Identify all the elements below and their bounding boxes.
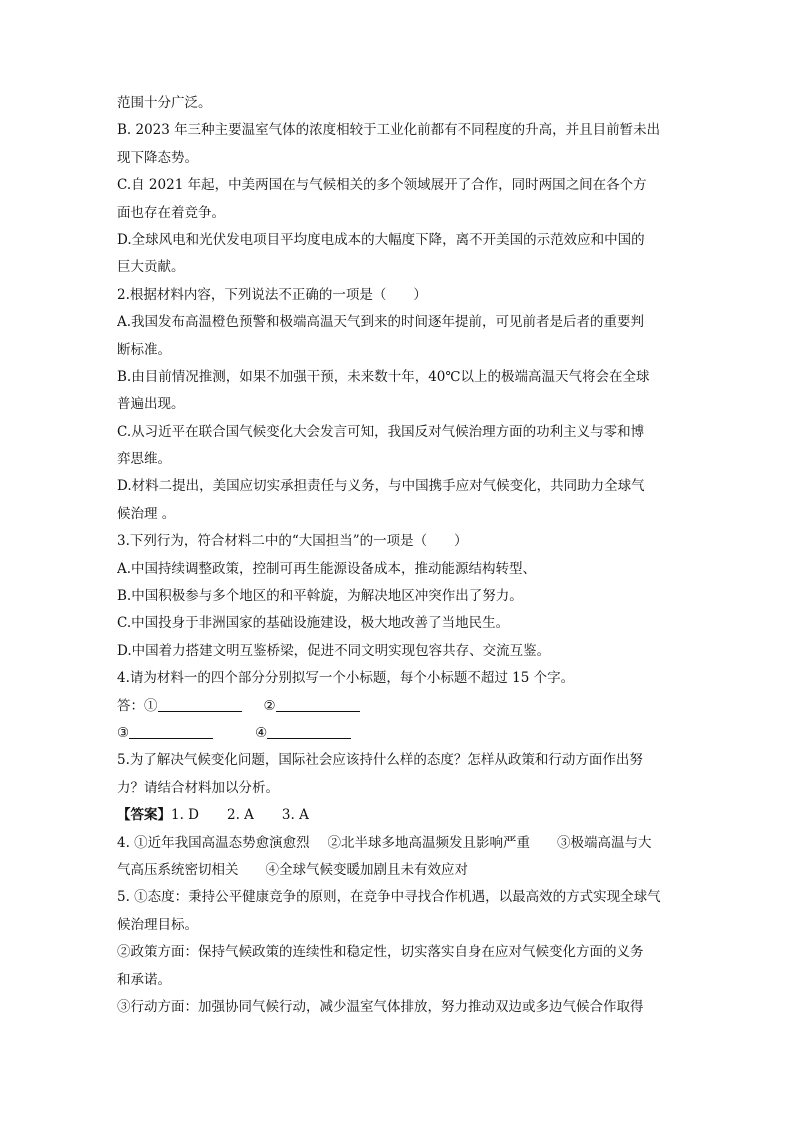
answer-blanks-row-2: [117, 720, 677, 747]
text-line: ②政策方面：保持气候政策的连续性和稳定性，切实落实自身在应对气候变化方面的义务: [117, 944, 644, 961]
text-line: 现下降态势。: [117, 149, 198, 166]
question-4: 4.请为材料一的四个部分分别拟写一个小标题，每个小标题不超过 15 个字。: [117, 670, 575, 687]
answer-3: 3. A: [281, 807, 309, 824]
text-line: B. 2023 年三种主要温室气体的浓度相较于工业化前都有不同程度的升高，并且目前暂未出: [117, 122, 661, 139]
text-line: 5. ①态度：秉持公平健康竞争的原则，在竞争中寻找合作机遇，以最高效的方式实现全球气: [117, 889, 661, 906]
marker-1: ①: [144, 697, 158, 714]
answer-blank-4: [267, 723, 351, 739]
text-line: 弈思维。: [117, 451, 171, 468]
text-line: 普遍出现。: [117, 396, 185, 413]
text-line: D.全球风电和光伏发电项目平均度电成本的大幅度下降，离不开美国的示范效应和中国的: [117, 231, 645, 248]
answer-prefix: 答：: [117, 697, 144, 714]
text-line: C.从习近平在联合国气候变化大会发言可知，我国反对气候治理方面的功利主义与零和博: [117, 423, 645, 440]
text-line: B.中国积极参与多个地区的和平斡旋，为解决地区冲突作出了努力。: [117, 588, 523, 605]
text-line: A.中国持续调整政策，控制可再生能源设备成本，推动能源结构转型、: [117, 560, 537, 577]
text-line: D.中国着力搭建文明互鉴桥梁，促进不同文明实现包容共存、交流互鉴。: [117, 642, 551, 659]
text-line: 力？请结合材料加以分析。: [117, 779, 279, 796]
answer-1: 1. D: [171, 807, 199, 824]
text-line: 断标准。: [117, 341, 171, 358]
text-line: 候治理目标。: [117, 916, 198, 933]
text-line: C.中国投身于非洲国家的基础设施建设，极大地改善了当地民生。: [117, 615, 510, 632]
question-5: 5.为了解决气候变化问题，国际社会应该持什么样的态度？怎样从政策和行动方面作出努: [117, 752, 643, 769]
answer-blanks-row-1: [117, 693, 677, 720]
text-line: C.自 2021 年起，中美两国在与气候相关的多个领域展开了合作，同时两国之间在各个方: [117, 177, 647, 194]
answer-key: [117, 802, 677, 829]
question-2: 2.根据材料内容，下列说法不正确的一项是（ ）: [117, 286, 427, 303]
answer-label: 【答案】: [117, 807, 171, 824]
marker-2: ②: [263, 697, 276, 714]
marker-4: ④: [255, 724, 268, 741]
text-line: 范围十分广泛。: [117, 95, 212, 111]
text-line: 候治理 。: [117, 505, 176, 522]
text-line: 气高压系统密切相关 ④全球气候变暖加剧且未有效应对: [117, 861, 468, 878]
text-line: 和承诺。: [117, 971, 171, 988]
text-line: 面也存在着竞争。: [117, 204, 225, 221]
text-line: 4. ①近年我国高温态势愈演愈烈 ②北半球多地高温频发且影响严重 ③极端高温与大: [117, 834, 652, 851]
text-line: B.由目前情况推测，如果不加强干预，未来数十年，40℃以上的极端高温天气将会在全球: [117, 368, 650, 385]
text-line: 巨大贡献。: [117, 259, 185, 276]
text-line: D.材料二提出，美国应切实承担责任与义务，与中国携手应对气候变化，共同助力全球气: [117, 478, 645, 495]
answer-blank-1: [158, 696, 242, 712]
answer-2: 2. A: [227, 807, 254, 824]
text-line: A.我国发布高温橙色预警和极端高温天气到来的时间逐年提前，可见前者是后者的重要判: [117, 314, 645, 331]
answer-blank-3: [129, 723, 213, 739]
text-line: ③行动方面：加强协同气候行动，减少温室气体排放，努力推动双边或多边气候合作取得: [117, 998, 644, 1015]
answer-blank-2: [276, 696, 360, 712]
marker-3: ③: [117, 724, 130, 741]
document-page: [117, 90, 677, 1021]
question-3: 3.下列行为，符合材料二中的“大国担当”的一项是（ ）: [117, 533, 468, 550]
